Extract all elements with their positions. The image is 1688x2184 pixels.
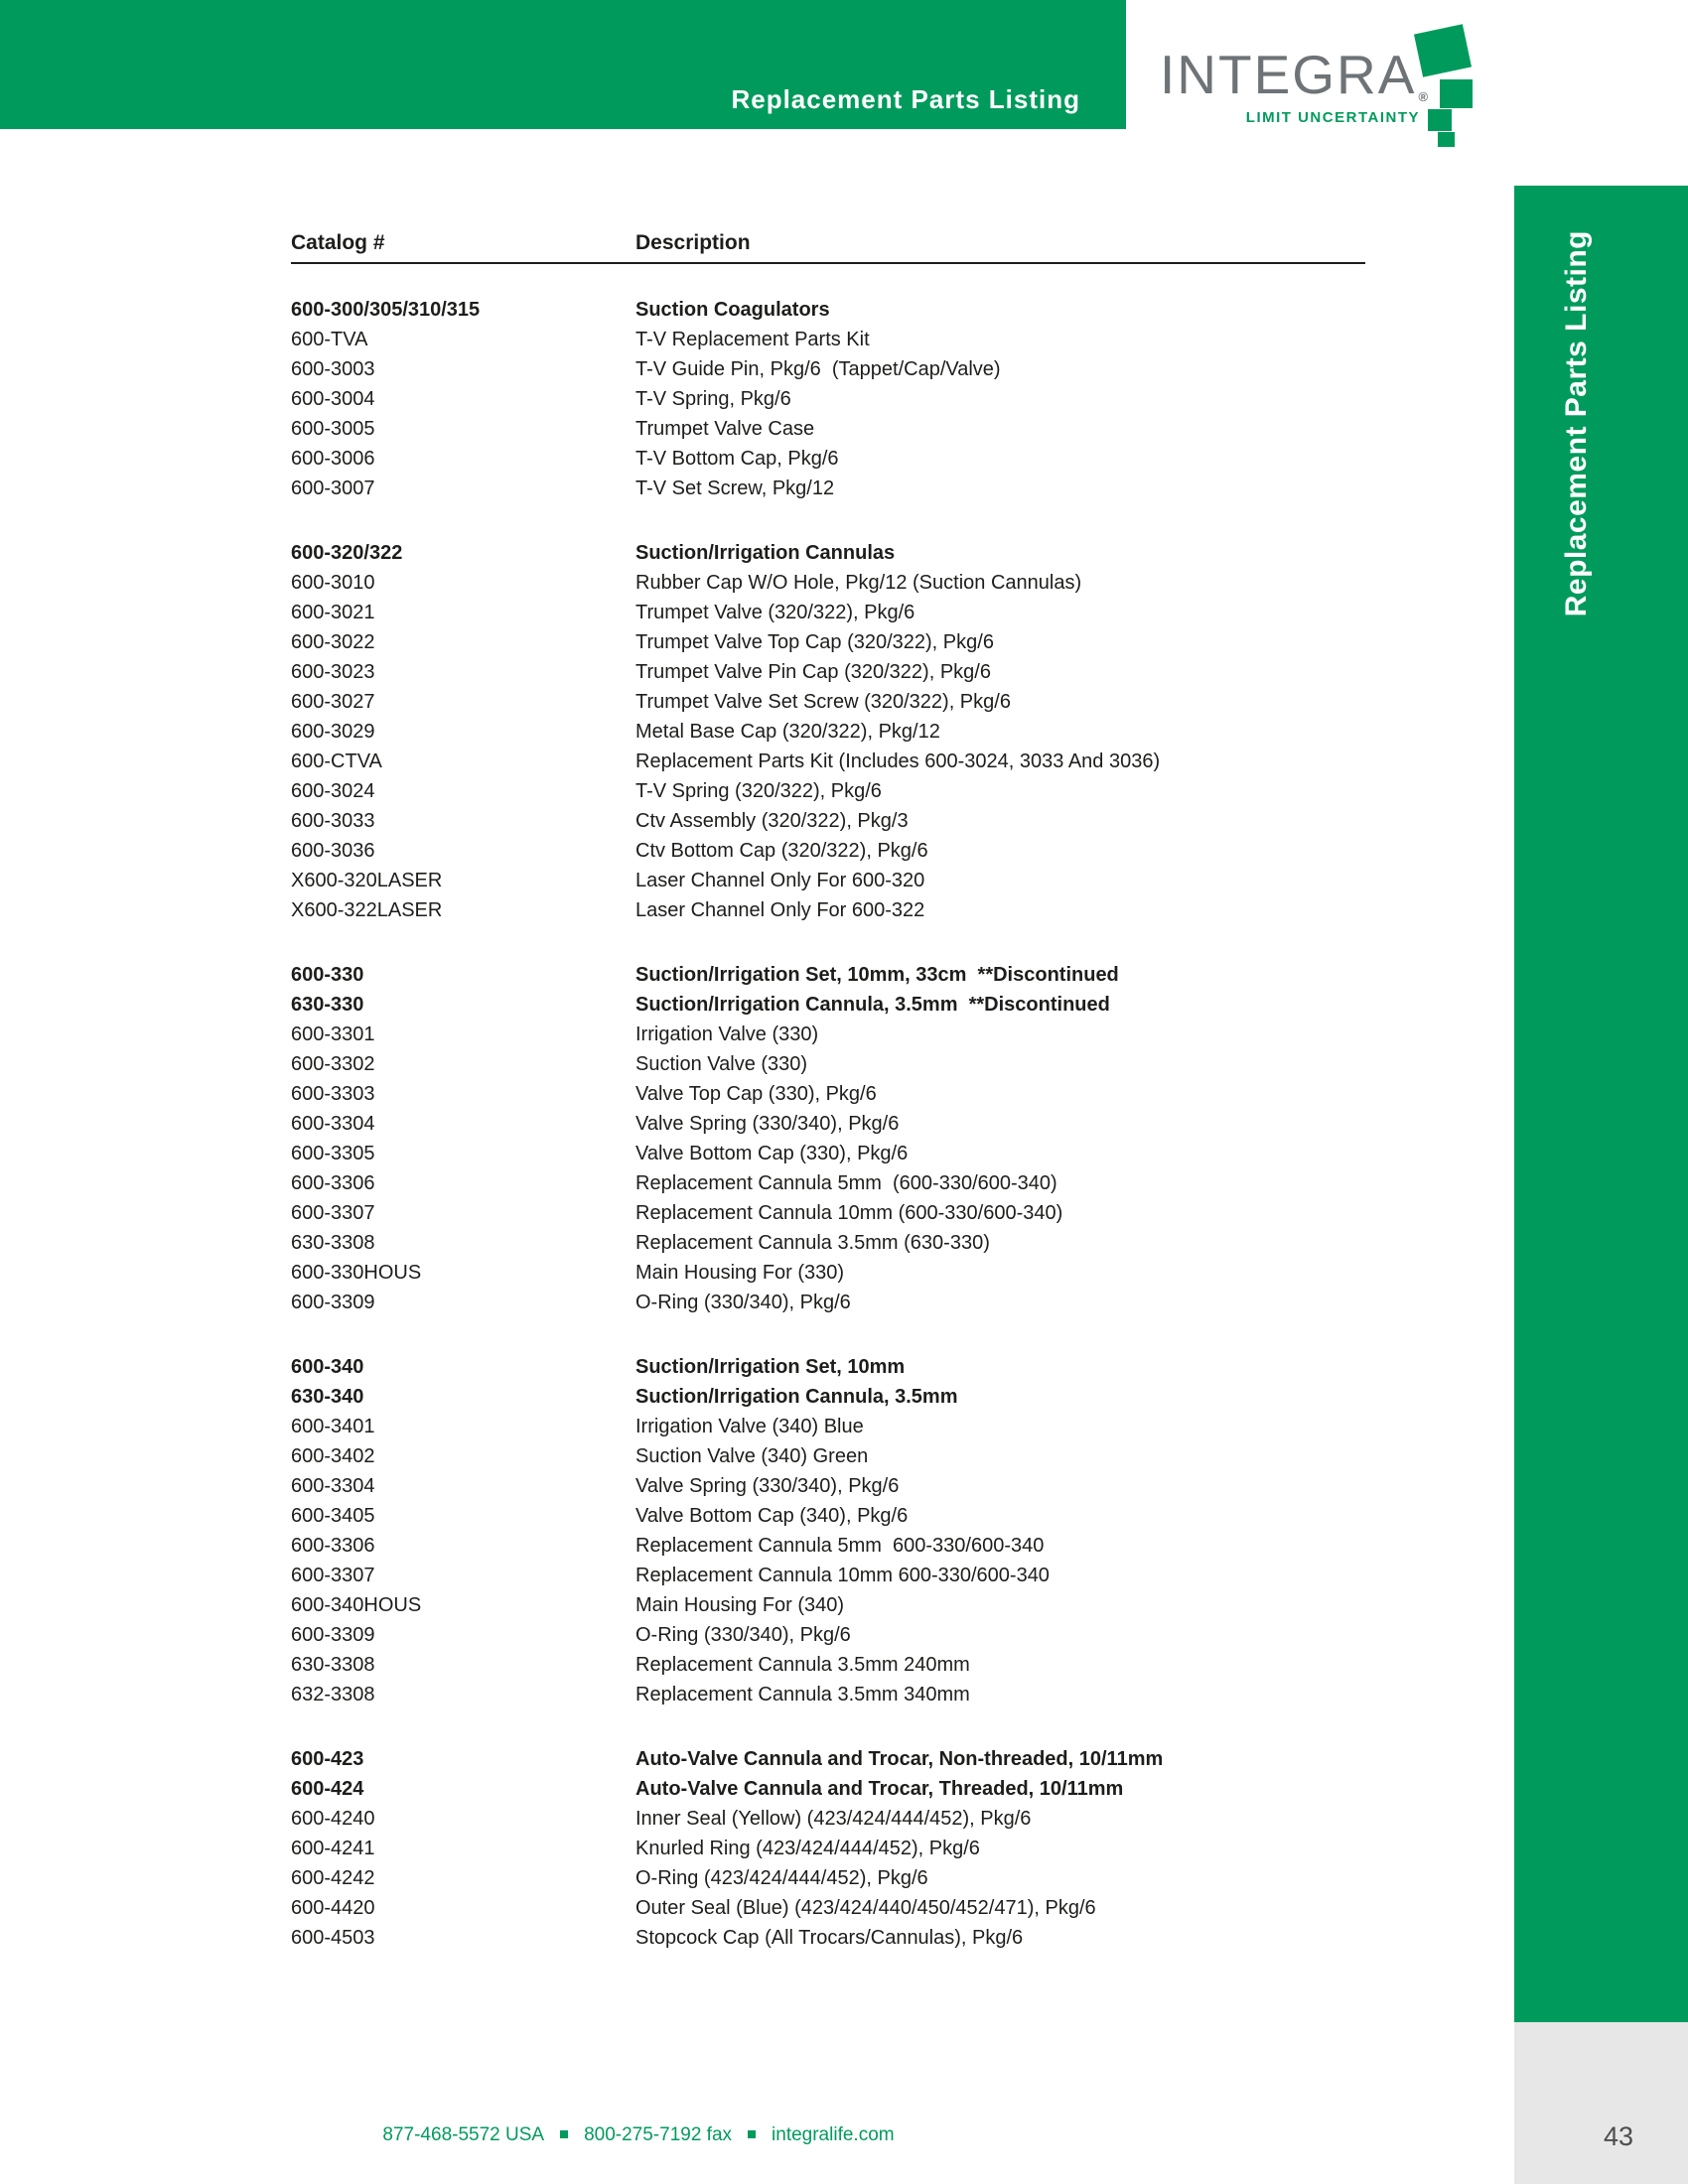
logo-square-icon	[1440, 79, 1473, 108]
table-row	[291, 1109, 1365, 1139]
part-description: Stopcock Cap (All Trocars/Cannulas), Pkg/6	[635, 1927, 1024, 1949]
part-description: Valve Spring (330/340), Pkg/6	[635, 1113, 900, 1135]
part-description: Replacement Cannula 10mm (600-330/600-340)	[635, 1202, 1063, 1224]
part-description: T-V Spring, Pkg/6	[635, 388, 791, 410]
column-header-description: Description	[635, 231, 751, 254]
part-description: Laser Channel Only For 600-322	[635, 899, 925, 921]
part-description: Trumpet Valve Case	[635, 418, 815, 440]
part-description: Outer Seal (Blue) (423/424/440/450/452/471), Pkg/6	[635, 1897, 1096, 1919]
part-description: Main Housing For (340)	[635, 1594, 845, 1616]
part-description: Suction/Irrigation Cannula, 3.5mm	[635, 1386, 958, 1408]
part-description: Rubber Cap W/O Hole, Pkg/12 (Suction Cannulas)	[635, 572, 1082, 594]
catalog-number: 600-4240	[291, 1808, 375, 1830]
table-row	[291, 1228, 1365, 1258]
catalog-number: 630-330	[291, 994, 364, 1016]
brand-name-text: INTEGRA	[1160, 44, 1417, 105]
catalog-number: 600-3024	[291, 780, 375, 802]
table-row	[291, 384, 1365, 414]
table-row	[291, 1893, 1365, 1923]
brand-logo	[1160, 44, 1429, 126]
page-title: Replacement Parts Listing	[731, 84, 1080, 114]
part-description: Ctv Bottom Cap (320/322), Pkg/6	[635, 840, 928, 862]
catalog-number: 600-TVA	[291, 329, 368, 350]
table-row	[291, 1412, 1365, 1441]
catalog-number: 600-3307	[291, 1202, 375, 1224]
table-row	[291, 1471, 1365, 1501]
part-description: T-V Set Screw, Pkg/12	[635, 478, 835, 499]
catalog-number: 600-3004	[291, 388, 375, 410]
part-description: Suction/Irrigation Set, 10mm	[635, 1356, 906, 1378]
table-row	[291, 1020, 1365, 1049]
table-row	[291, 414, 1365, 444]
table-section	[291, 295, 1365, 503]
table-row	[291, 866, 1365, 895]
catalog-number: 630-3308	[291, 1232, 375, 1254]
table-row	[291, 1139, 1365, 1168]
catalog-number: 600-3003	[291, 358, 375, 380]
catalog-number: 600-3302	[291, 1053, 375, 1075]
catalog-number: 600-4420	[291, 1897, 375, 1919]
footer-contact-item: 800-275-7192 fax	[584, 2124, 733, 2145]
table-row	[291, 747, 1365, 776]
table-row	[291, 1501, 1365, 1531]
part-description: Suction/Irrigation Cannula, 3.5mm **Discontinued	[635, 994, 1110, 1016]
parts-table	[291, 231, 1365, 1953]
table-row	[291, 1804, 1365, 1834]
table-row	[291, 1049, 1365, 1079]
table-row	[291, 776, 1365, 806]
table-row	[291, 687, 1365, 717]
catalog-number: 600-340	[291, 1356, 364, 1378]
logo-square-icon	[1414, 24, 1472, 76]
catalog-number: 600-3036	[291, 840, 375, 862]
part-description: Valve Top Cap (330), Pkg/6	[635, 1083, 877, 1105]
table-row	[291, 1288, 1365, 1317]
catalog-number: 600-424	[291, 1778, 364, 1800]
table-row	[291, 657, 1365, 687]
catalog-number: 600-3307	[291, 1565, 375, 1586]
part-description: Valve Bottom Cap (330), Pkg/6	[635, 1143, 909, 1164]
table-row	[291, 627, 1365, 657]
part-description: Replacement Cannula 5mm (600-330/600-340)	[635, 1172, 1057, 1194]
part-description: Suction Valve (330)	[635, 1053, 808, 1075]
catalog-number: 600-330HOUS	[291, 1262, 422, 1284]
part-description: Replacement Cannula 3.5mm 340mm	[635, 1684, 970, 1706]
catalog-number: 600-CTVA	[291, 751, 382, 772]
table-section	[291, 1352, 1365, 1709]
column-header-catalog: Catalog #	[291, 231, 385, 254]
catalog-number: X600-322LASER	[291, 899, 443, 921]
table-row	[291, 895, 1365, 925]
footer-separator-icon	[560, 2130, 568, 2138]
part-description: Valve Bottom Cap (340), Pkg/6	[635, 1505, 909, 1527]
part-description: Replacement Cannula 10mm 600-330/600-340	[635, 1565, 1050, 1586]
part-description: Trumpet Valve Top Cap (320/322), Pkg/6	[635, 631, 994, 653]
catalog-number: 600-4503	[291, 1927, 375, 1949]
table-row	[291, 325, 1365, 354]
registered-trademark-icon: ®	[1418, 89, 1429, 104]
table-row	[291, 1590, 1365, 1620]
table-body	[291, 295, 1365, 1953]
table-section	[291, 1744, 1365, 1953]
part-description: Laser Channel Only For 600-320	[635, 870, 925, 891]
catalog-number: 600-3021	[291, 602, 375, 623]
part-description: T-V Spring (320/322), Pkg/6	[635, 780, 882, 802]
table-row	[291, 1531, 1365, 1561]
part-description: Replacement Cannula 5mm 600-330/600-340	[635, 1535, 1045, 1557]
catalog-number: 632-3308	[291, 1684, 375, 1706]
part-description: Ctv Assembly (320/322), Pkg/3	[635, 810, 909, 832]
brand-tagline: LIMIT UNCERTAINTY	[1245, 109, 1420, 126]
table-row	[291, 444, 1365, 474]
part-description: Trumpet Valve Pin Cap (320/322), Pkg/6	[635, 661, 991, 683]
part-description: Auto-Valve Cannula and Trocar, Threaded, 10/11mm	[635, 1778, 1124, 1800]
header-bar	[0, 0, 1126, 129]
catalog-number: 600-330	[291, 964, 364, 986]
table-row	[291, 295, 1365, 325]
catalog-number: 600-3029	[291, 721, 375, 743]
table-row	[291, 1744, 1365, 1774]
part-description: Irrigation Valve (330)	[635, 1024, 819, 1045]
part-description: Suction Coagulators	[635, 299, 830, 321]
table-row	[291, 568, 1365, 598]
catalog-number: 600-3033	[291, 810, 375, 832]
part-description: Auto-Valve Cannula and Trocar, Non-threaded, 10/11mm	[635, 1748, 1164, 1770]
catalog-number: 600-3304	[291, 1475, 375, 1497]
table-row	[291, 1923, 1365, 1953]
section-tab-label: Replacement Parts Listing	[1560, 230, 1593, 617]
table-row	[291, 1258, 1365, 1288]
part-description: Inner Seal (Yellow) (423/424/444/452), Pkg/6	[635, 1808, 1032, 1830]
catalog-number: 600-3303	[291, 1083, 375, 1105]
page-number-tab	[1514, 2022, 1688, 2184]
table-row	[291, 1352, 1365, 1382]
catalog-number: 600-3010	[291, 572, 375, 594]
catalog-number: 600-3306	[291, 1172, 375, 1194]
part-description: Metal Base Cap (320/322), Pkg/12	[635, 721, 940, 743]
logo-square-icon	[1438, 132, 1455, 147]
brand-name	[1160, 44, 1429, 105]
catalog-number: 600-4242	[291, 1867, 375, 1889]
table-row	[291, 717, 1365, 747]
catalog-number: 600-3309	[291, 1624, 375, 1646]
part-description: Irrigation Valve (340) Blue	[635, 1416, 864, 1437]
catalog-number: 600-423	[291, 1748, 364, 1770]
table-row	[291, 836, 1365, 866]
table-row	[291, 1650, 1365, 1680]
catalog-number: 600-4241	[291, 1838, 375, 1859]
catalog-number: 600-3405	[291, 1505, 375, 1527]
catalog-number: 600-3301	[291, 1024, 375, 1045]
table-row	[291, 474, 1365, 503]
part-description: Knurled Ring (423/424/444/452), Pkg/6	[635, 1838, 980, 1859]
part-description: O-Ring (330/340), Pkg/6	[635, 1624, 851, 1646]
table-row	[291, 538, 1365, 568]
section-tab	[1514, 186, 1688, 2022]
table-row	[291, 1079, 1365, 1109]
part-description: Trumpet Valve (320/322), Pkg/6	[635, 602, 915, 623]
table-section	[291, 960, 1365, 1317]
table-row	[291, 806, 1365, 836]
catalog-number: X600-320LASER	[291, 870, 443, 891]
catalog-number: 600-3007	[291, 478, 375, 499]
footer-contact	[0, 2124, 1277, 2146]
catalog-number: 600-3401	[291, 1416, 375, 1437]
table-row	[291, 960, 1365, 990]
part-description: Replacement Parts Kit (Includes 600-3024, 3033 And 3036)	[635, 751, 1161, 772]
part-description: T-V Guide Pin, Pkg/6 (Tappet/Cap/Valve)	[635, 358, 1001, 380]
catalog-number: 600-3006	[291, 448, 375, 470]
catalog-number: 600-3306	[291, 1535, 375, 1557]
table-row	[291, 1382, 1365, 1412]
table-row	[291, 1774, 1365, 1804]
part-description: O-Ring (330/340), Pkg/6	[635, 1292, 851, 1313]
part-description: T-V Bottom Cap, Pkg/6	[635, 448, 839, 470]
catalog-number: 600-320/322	[291, 542, 403, 564]
catalog-number: 630-3308	[291, 1654, 375, 1676]
catalog-number: 600-3022	[291, 631, 375, 653]
table-row	[291, 1680, 1365, 1709]
part-description: Suction/Irrigation Set, 10mm, 33cm **Discontinued	[635, 964, 1119, 986]
footer-contact-item: 877-468-5572 USA	[382, 2124, 545, 2145]
catalog-number: 600-3305	[291, 1143, 375, 1164]
table-row	[291, 1561, 1365, 1590]
part-description: Trumpet Valve Set Screw (320/322), Pkg/6	[635, 691, 1011, 713]
table-row	[291, 1863, 1365, 1893]
table-row	[291, 1198, 1365, 1228]
catalog-number: 600-300/305/310/315	[291, 299, 481, 321]
part-description: T-V Replacement Parts Kit	[635, 329, 870, 350]
part-description: O-Ring (423/424/444/452), Pkg/6	[635, 1867, 928, 1889]
catalog-number: 600-3023	[291, 661, 375, 683]
table-row	[291, 1620, 1365, 1650]
table-row	[291, 1834, 1365, 1863]
part-description: Valve Spring (330/340), Pkg/6	[635, 1475, 900, 1497]
page-number: 43	[1604, 2121, 1634, 2151]
catalog-number: 600-3027	[291, 691, 375, 713]
table-row	[291, 1168, 1365, 1198]
logo-square-icon	[1428, 109, 1452, 131]
part-description: Replacement Cannula 3.5mm (630-330)	[635, 1232, 990, 1254]
footer-separator-icon	[748, 2130, 756, 2138]
table-row	[291, 990, 1365, 1020]
footer-website-link[interactable]: integralife.com	[772, 2124, 895, 2145]
catalog-number: 600-3005	[291, 418, 375, 440]
part-description: Suction/Irrigation Cannulas	[635, 542, 896, 564]
catalog-number: 600-3402	[291, 1445, 375, 1467]
table-row	[291, 354, 1365, 384]
table-section	[291, 538, 1365, 925]
part-description: Main Housing For (330)	[635, 1262, 845, 1284]
table-row	[291, 1441, 1365, 1471]
catalog-number: 600-3309	[291, 1292, 375, 1313]
table-header	[291, 231, 1365, 264]
catalog-number: 600-3304	[291, 1113, 375, 1135]
catalog-number: 600-340HOUS	[291, 1594, 422, 1616]
catalog-number: 630-340	[291, 1386, 364, 1408]
part-description: Suction Valve (340) Green	[635, 1445, 869, 1467]
part-description: Replacement Cannula 3.5mm 240mm	[635, 1654, 970, 1676]
table-row	[291, 598, 1365, 627]
